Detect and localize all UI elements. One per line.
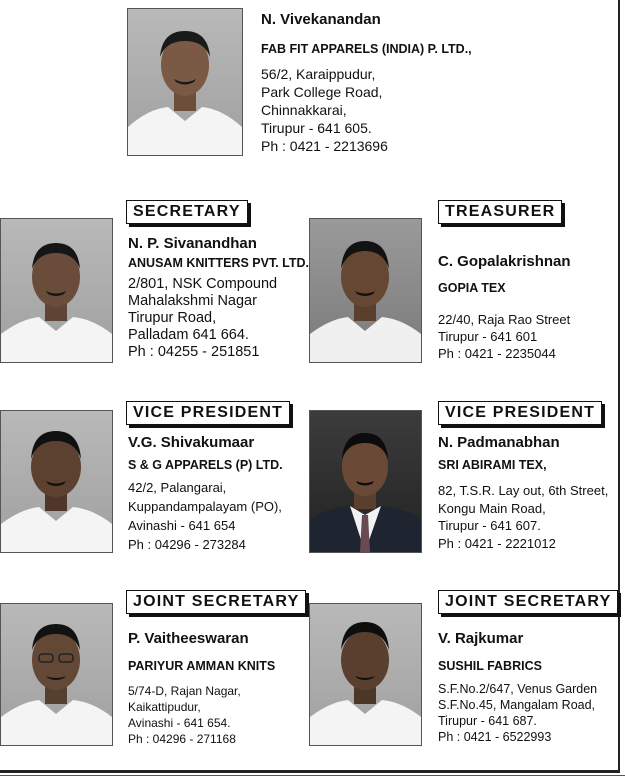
vice-president-right-info: [438, 434, 608, 552]
vice-president-right-company: SRI ABIRAMI TEX,: [438, 458, 547, 472]
president-company: FAB FIT APPARELS (INDIA) P. LTD.,: [261, 42, 472, 56]
secretary-title: SECRETARY: [126, 200, 248, 224]
secretary-address: 2/801, NSK Compound Mahalakshmi Nagar Tirupur Road, Palladam 641 664. Ph : 04255 - 251851: [128, 276, 278, 360]
vice-president-title-right: VICE PRESIDENT: [438, 401, 602, 425]
president-address: 56/2, Karaippudur, Park College Road, Chinnakkarai, Tirupur - 641 605. Ph : 0421 - 2213696: [261, 66, 388, 154]
page-border-bottom: [0, 770, 620, 773]
secretary-company: ANUSAM KNITTERS PVT. LTD.: [128, 256, 310, 270]
joint-secretary-title-left: JOINT SECRETARY: [126, 590, 306, 614]
page-border-right: [618, 0, 620, 772]
portrait-secretary: [0, 218, 113, 363]
portrait-treasurer: [309, 218, 422, 363]
portrait-joint-secretary-right: [309, 603, 422, 746]
portrait-vice-president-left: [0, 410, 113, 553]
page-border-bottom-inner: [0, 775, 625, 776]
joint-secretary-left-name: P. Vaitheeswaran: [128, 630, 249, 647]
vice-president-title-left: VICE PRESIDENT: [126, 401, 290, 425]
joint-secretary-left-address: 5/74-D, Rajan Nagar, Kaikattipudur, Avinashi - 641 654. Ph : 04296 - 271168: [128, 684, 241, 746]
vice-president-left-info: [128, 434, 283, 554]
president-name: N. Vivekanandan: [261, 11, 381, 28]
vice-president-left-address: 42/2, Palangarai, Kuppandampalayam (PO), Avinashi - 641 654 Ph : 04296 - 273284: [128, 480, 282, 552]
vice-president-left-company: S & G APPARELS (P) LTD.: [128, 458, 283, 472]
joint-secretary-left-company: PARIYUR AMMAN KNITS: [128, 659, 276, 673]
portrait-vice-president-right: [309, 410, 422, 553]
treasurer-info: [438, 253, 571, 362]
joint-secretary-right-address: S.F.No.2/647, Venus Garden S.F.No.45, Mangalam Road, Tirupur - 641 687. Ph : 0421 - 6522993: [438, 682, 598, 744]
treasurer-title: TREASURER: [438, 200, 562, 224]
treasurer-name: C. Gopalakrishnan: [438, 253, 571, 270]
secretary-info: [128, 235, 309, 361]
treasurer-company: GOPIA TEX: [438, 281, 506, 295]
joint-secretary-right-company: SUSHIL FABRICS: [438, 659, 542, 673]
joint-secretary-right-name: V. Rajkumar: [438, 630, 524, 647]
joint-secretary-left-info: [128, 630, 275, 747]
vice-president-right-address: 82, T.S.R. Lay out, 6th Street, Kongu Main Road, Tirupur - 641 607. Ph : 0421 - 2221012: [438, 483, 609, 551]
vice-president-left-name: V.G. Shivakumaar: [128, 434, 255, 451]
joint-secretary-right-info: [438, 630, 597, 745]
treasurer-address: 22/40, Raja Rao Street Tirupur - 641 601 Ph : 0421 - 2235044: [438, 312, 571, 361]
joint-secretary-title-right: JOINT SECRETARY: [438, 590, 618, 614]
president-info: [261, 11, 472, 155]
portrait-president: [127, 8, 243, 156]
secretary-name: N. P. Sivanandhan: [128, 235, 257, 252]
portrait-joint-secretary-left: [0, 603, 113, 746]
vice-president-right-name: N. Padmanabhan: [438, 434, 560, 451]
